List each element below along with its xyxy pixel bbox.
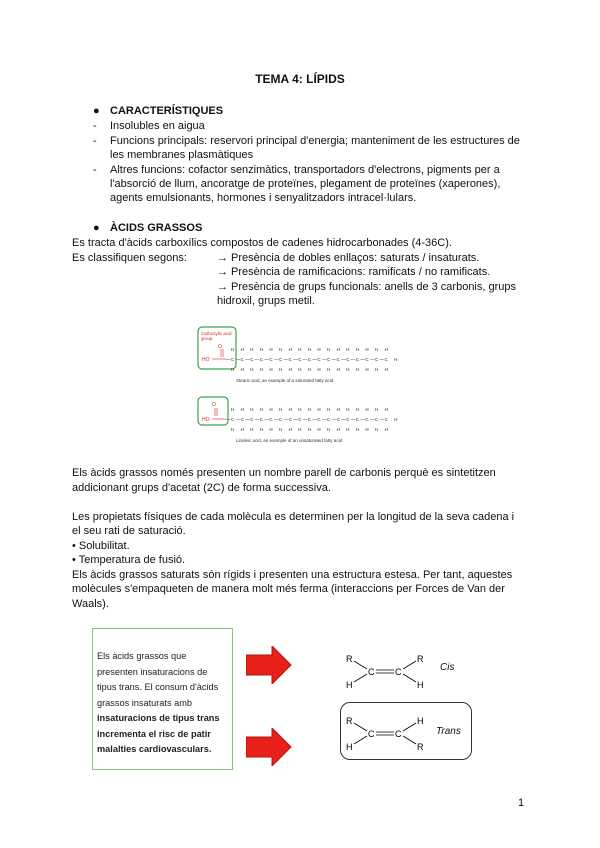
hydrogen-atom: H (231, 347, 235, 352)
hydrogen-atom: H (298, 427, 302, 432)
carbon-atom: C (231, 417, 235, 422)
hydrogen-atom: H (259, 407, 263, 412)
hydrogen-atom: H (355, 367, 359, 372)
carbon-atom: C (279, 417, 283, 422)
oxygen-atom: O (218, 344, 222, 350)
classified-label: Es classifiquen segons: (72, 252, 187, 264)
hydrogen-atom: H (298, 367, 302, 372)
note-line-bold: incrementa el risc de patir (97, 728, 211, 739)
hydrogen-atom: H (317, 367, 321, 372)
list-item: Insolubles en aigua (110, 120, 205, 132)
red-arrow-icon (246, 728, 292, 766)
hydrogen-atom: H (279, 427, 283, 432)
caption-saturated: Stearic acid, an example of a saturated fatty acid (236, 378, 334, 383)
carbon-atom: C (384, 417, 388, 422)
carbon-atom: C (355, 357, 359, 362)
hydrogen-atom: H (307, 407, 311, 412)
list-item: Funcions principals: reservori principal d'energia; manteniment de les estructures de (110, 135, 520, 147)
trans-isomer-structure (340, 712, 430, 756)
note-line: presenten insaturacions de (97, 666, 208, 677)
criteria-item-continuation: hidroxil, grups metil. (217, 295, 315, 307)
carbon-atom: C (375, 357, 379, 362)
atom-h: H (417, 680, 424, 690)
hydrogen-atom: H (394, 357, 398, 362)
carbon-atom: C (365, 417, 369, 422)
hydrogen-atom: H (336, 367, 340, 372)
trans-fat-note-box (92, 628, 233, 770)
caption-unsaturated: Linoleic acid, an example of an unsaturated fatty acid (236, 438, 343, 443)
note-line-bold: insaturacions de tipus trans (97, 713, 220, 723)
carbon-atom: C (327, 357, 331, 362)
hydroxyl-label-2: HO (202, 417, 210, 423)
carboxylic-group-label: Carboxylic acid (201, 331, 232, 336)
hydrogen-atom: H (365, 407, 369, 412)
hydrogen-atom: H (307, 347, 311, 352)
paragraph: Es tracta d'àcids carboxílics compostos de cadenes hidrocarbonades (4-36C). (72, 237, 452, 249)
hydrogen-atom: H (307, 367, 311, 372)
trans-label: Trans (436, 726, 461, 737)
paragraph-line: molècules s'empaqueten de manera molt més ferma (interaccions per Forces de Van der (72, 583, 505, 595)
hydrogen-atom: H (375, 427, 379, 432)
cis-isomer-structure (340, 650, 430, 694)
hydrogen-atom: H (346, 347, 350, 352)
hydrogen-atom: H (279, 407, 283, 412)
note-line: tipus trans. El consum d'àcids (97, 682, 219, 692)
carbon-atom: C (259, 357, 263, 362)
atom-c: C (368, 667, 375, 677)
property-item: • Temperatura de fusió. (72, 554, 186, 566)
criteria-item: → Presència de ramificacions: ramificats / no ramificats. (217, 266, 491, 278)
atom-r: R (346, 716, 353, 726)
hydrogen-atom: H (259, 427, 263, 432)
carbon-atom: C (269, 417, 273, 422)
paragraph-line: Els àcids grassos només presenten un nombre parell de carbonis perquè es sintetitzen (72, 467, 496, 479)
hydrogen-atom: H (288, 367, 292, 372)
hydrogen-atom: H (336, 407, 340, 412)
carbon-atom: C (259, 417, 263, 422)
hydrogen-atom: H (279, 347, 283, 352)
hydrogen-atom: H (279, 367, 283, 372)
hydrogen-atom: H (384, 427, 388, 432)
carbon-atom: C (317, 357, 321, 362)
hydrogen-atom: H (250, 347, 254, 352)
hydrogen-atom: H (250, 427, 254, 432)
hydrogen-atom: H (288, 407, 292, 412)
section-heading-characteristics: CARACTERÍSTIQUES (110, 105, 224, 117)
bullet-icon: ● (93, 105, 100, 117)
hydrogen-atom: H (298, 407, 302, 412)
paragraph-line: Les propietats físiques de cada molècula es determinen per la longitud de la seva cadena i (72, 511, 515, 523)
paragraph-line: el seu rati de saturació. (72, 525, 186, 537)
hydrogen-atom: H (317, 347, 321, 352)
carbon-atom: C (327, 417, 331, 422)
criteria-item: → Presència de grups funcionals: anells de 3 carbonis, grups (217, 281, 517, 293)
carbon-atom: C (307, 357, 311, 362)
carbon-atom: C (288, 357, 292, 362)
carbon-atom: C (240, 357, 244, 362)
hydrogen-atom: H (307, 427, 311, 432)
carbon-atom: C (384, 357, 388, 362)
hydrogen-atom: H (365, 427, 369, 432)
hydrogen-atom: H (240, 347, 244, 352)
bullet-icon: ● (93, 222, 100, 234)
criteria-item: → Presència de dobles enllaços: saturats / insaturats. (217, 252, 480, 264)
note-line: Els àcids grassos que (97, 651, 187, 661)
dash: - (93, 164, 97, 176)
hydrogen-atom: H (250, 367, 254, 372)
note-line-bold: malalties cardiovasculars. (97, 744, 212, 754)
hydrogen-atom: H (375, 367, 379, 372)
carbon-atom: C (346, 357, 350, 362)
carbon-atom: C (269, 357, 273, 362)
carbon-atom: C (355, 417, 359, 422)
carbon-atom: C (346, 417, 350, 422)
carbon-atom: C (375, 417, 379, 422)
oxygen-atom-2: O (212, 402, 216, 408)
hydrogen-atom: H (231, 427, 235, 432)
unsaturated-chain (226, 407, 397, 432)
hydroxyl-label: HO (202, 357, 210, 363)
list-item: Altres funcions: cofactor senzimàtics, transportadors d'electrons, pigments per a (110, 164, 500, 176)
carbon-atom: C (317, 417, 321, 422)
carboxylic-group-label-2: group (201, 336, 213, 341)
hydrogen-atom: H (355, 347, 359, 352)
hydrogen-atom: H (288, 347, 292, 352)
cis-label: Cis (440, 662, 455, 673)
hydrogen-atom: H (269, 427, 273, 432)
list-item-continuation: agents emulsionants, hormones i senyalitzadors intracel·lulars. (110, 192, 417, 204)
hydrogen-atom: H (317, 407, 321, 412)
hydrogen-atom: H (231, 407, 235, 412)
dash: - (93, 120, 97, 132)
paragraph-line: Els àcids grassos saturats són rígids i presenten una estructura estesa. Per tant, aquestes (72, 569, 513, 581)
hydrogen-atom: H (288, 427, 292, 432)
hydrogen-atom: H (384, 347, 388, 352)
paragraph-line: addicionant grups d'acetat (2C) de forma successiva. (72, 482, 331, 494)
carbon-atom: C (240, 417, 244, 422)
atom-r: R (417, 654, 424, 664)
hydrogen-atom: H (269, 347, 273, 352)
atom-h: H (346, 680, 353, 690)
paragraph-line: Waals). (72, 598, 109, 610)
atom-h: H (417, 716, 424, 726)
section-heading-fatty-acids: ÀCIDS GRASSOS (110, 222, 203, 234)
fatty-acid-structures-figure (196, 325, 406, 445)
dash: - (93, 135, 97, 147)
hydrogen-atom: H (346, 407, 350, 412)
atom-h: H (346, 742, 353, 752)
hydrogen-atom: H (269, 367, 273, 372)
atom-c: C (368, 729, 375, 739)
hydrogen-atom: H (327, 367, 331, 372)
hydrogen-atom: H (298, 347, 302, 352)
carbon-atom: C (336, 357, 340, 362)
hydrogen-atom: H (346, 427, 350, 432)
atom-r: R (417, 742, 424, 752)
carbon-atom: C (231, 357, 235, 362)
hydrogen-atom: H (365, 367, 369, 372)
hydrogen-atom: H (327, 427, 331, 432)
note-line: grassos insaturats amb (97, 697, 192, 708)
page-title: TEMA 4: LÍPIDS (255, 72, 345, 86)
saturated-chain (226, 347, 397, 372)
list-item-continuation: l'absorció de llum, ancoratge de proteïnes, plegament de proteïnes (xaperones), (110, 178, 501, 190)
page-number: 1 (518, 797, 525, 809)
atom-c: C (395, 729, 402, 739)
hydrogen-atom: H (240, 407, 244, 412)
hydrogen-atom: H (250, 407, 254, 412)
hydrogen-atom: H (365, 347, 369, 352)
carbon-atom: C (298, 357, 302, 362)
hydrogen-atom: H (259, 347, 263, 352)
hydrogen-atom: H (259, 367, 263, 372)
hydrogen-atom: H (394, 417, 398, 422)
carbon-atom: C (307, 417, 311, 422)
hydrogen-atom: H (327, 347, 331, 352)
hydrogen-atom: H (336, 427, 340, 432)
hydrogen-atom: H (384, 367, 388, 372)
list-item-continuation: les membranes plasmàtiques (110, 149, 254, 161)
carbon-atom: C (250, 417, 254, 422)
carbon-atom: C (365, 357, 369, 362)
carbon-atom: C (279, 357, 283, 362)
carbon-atom: C (288, 417, 292, 422)
hydrogen-atom: H (346, 367, 350, 372)
hydrogen-atom: H (375, 347, 379, 352)
hydrogen-atom: H (240, 367, 244, 372)
hydrogen-atom: H (269, 407, 273, 412)
hydrogen-atom: H (231, 367, 235, 372)
hydrogen-atom: H (375, 407, 379, 412)
carbon-atom: C (250, 357, 254, 362)
hydrogen-atom: H (240, 427, 244, 432)
hydrogen-atom: H (327, 407, 331, 412)
atom-r: R (346, 654, 353, 664)
carbon-atom: C (298, 417, 302, 422)
carbon-atom: C (336, 417, 340, 422)
hydrogen-atom: H (317, 427, 321, 432)
hydrogen-atom: H (355, 427, 359, 432)
hydrogen-atom: H (355, 407, 359, 412)
red-arrow-icon (246, 646, 292, 684)
atom-c: C (395, 667, 402, 677)
property-item: • Solubilitat. (72, 540, 130, 552)
hydrogen-atom: H (336, 347, 340, 352)
hydrogen-atom: H (384, 407, 388, 412)
